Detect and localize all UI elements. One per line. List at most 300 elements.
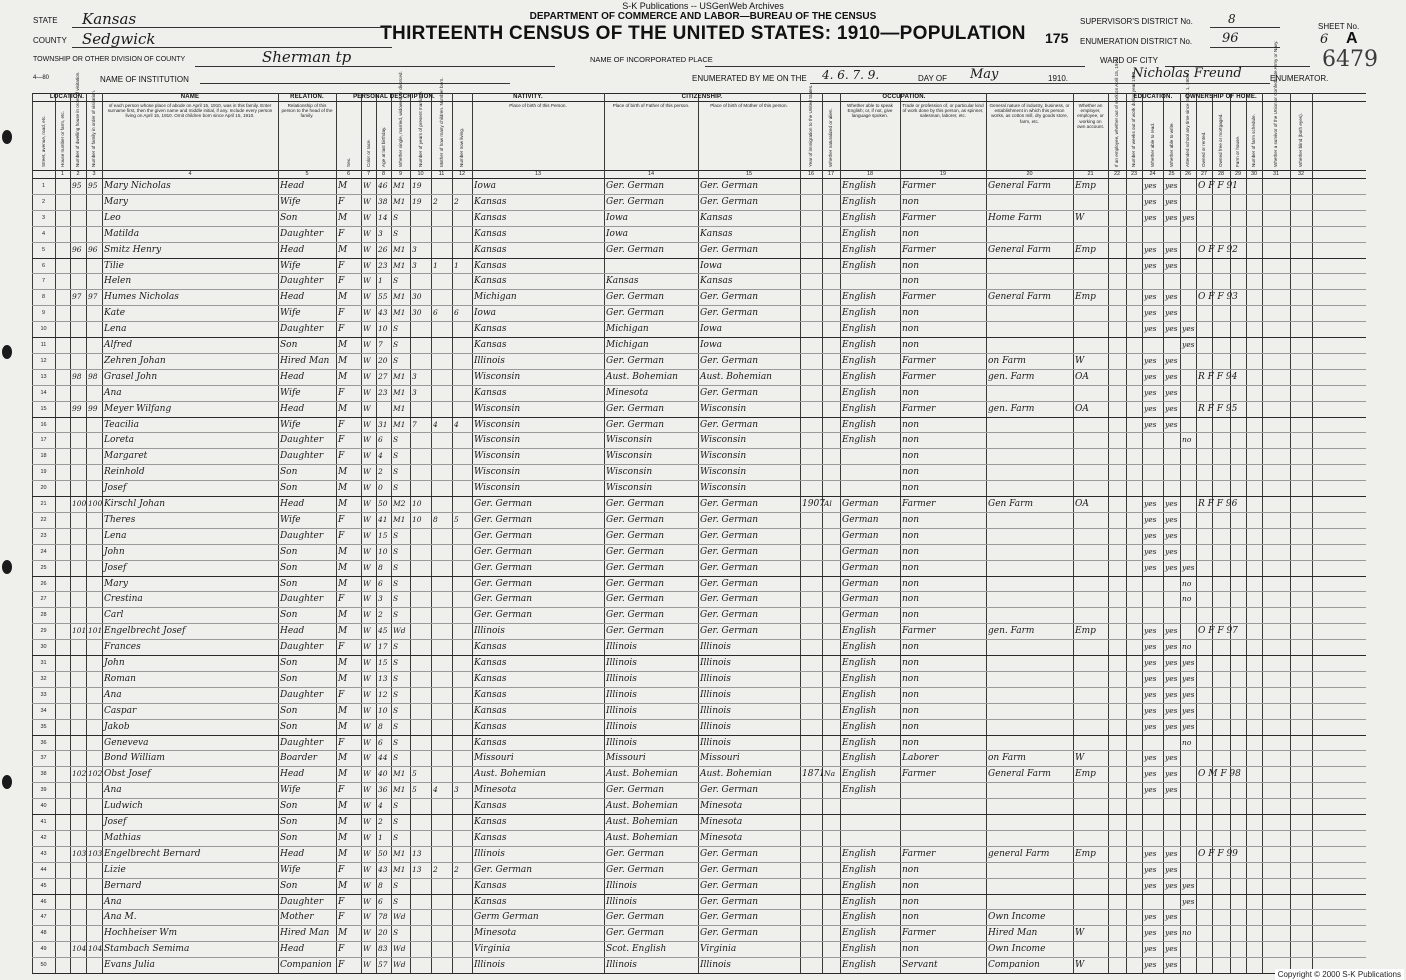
table-industry: gen. Farm [988,403,1035,414]
table-children-living [454,227,471,241]
table-years-married: 3 [412,244,417,254]
form-code: 4—80 [33,75,50,81]
table-birthplace: Minesota [474,928,517,939]
table-race-cell: W [363,960,371,970]
table-attended-school: no [1182,642,1192,652]
table-home-ownership [1198,704,1289,718]
table-age-cell: 6 [378,737,383,747]
table-family-number [88,561,101,575]
table-birthplace: Ger. German [474,578,533,589]
table-children-living [454,910,471,924]
table-industry [988,259,1072,273]
table-children-living [454,624,471,638]
table-family-number [88,211,101,225]
table-mother-birthplace: Ger. German [700,912,759,923]
table-home-ownership [1198,672,1289,686]
table-race-cell: W [363,340,371,349]
table-birthplace: Wisconsin [474,371,521,382]
table-trade: non [902,721,920,732]
table-birthplace: Kansas [474,689,507,700]
table-home-ownership: O F F 93 [1198,292,1238,303]
table-father-birthplace: Kansas [606,276,639,287]
table-naturalization [824,799,839,813]
table-person-name: Engelbrecht Bernard [104,848,201,859]
table-family-number [88,513,101,527]
table-mother-birthplace: Illinois [700,960,731,971]
table-can-write: yes [1165,260,1178,270]
table-home-ownership [1198,561,1289,575]
table-family-number [88,577,101,591]
table-dwelling-number [72,433,85,447]
table-race-cell: W [363,896,371,906]
table-family-number [88,831,101,845]
table-attended-school [1182,863,1195,877]
table-person-name: Loreta [104,435,135,446]
table-sex-cell: M [338,483,348,494]
table-age-cell: 6 [378,435,383,445]
table-industry [988,386,1072,400]
table-employment-class: Emp [1075,244,1096,255]
table-industry [988,895,1072,909]
table-sex-cell: F [338,260,345,271]
table-sex-cell: F [338,896,345,907]
table-age-cell: 43 [378,864,388,874]
table-trade [902,799,985,813]
table-home-ownership [1198,513,1289,527]
table-can-read [1144,895,1162,909]
table-children-born [433,751,451,765]
table-can-write: yes [1165,403,1178,413]
table-children-living: 3 [454,785,459,795]
table-marital-status: S [393,896,399,906]
table-mother-birthplace: Illinois [700,737,731,748]
table-mother-birthplace: Minesota [700,817,743,827]
table-can-write: yes [1165,944,1178,954]
table-immigration-year [802,608,821,622]
table-trade: non [902,324,920,335]
table-children-living [454,211,471,225]
table-dwelling-number [72,513,85,527]
table-row-number: 28 [40,612,47,619]
table-marital-status: M2 [393,499,406,508]
table-mother-birthplace: Ger. German [700,562,759,573]
table-race-cell: W [363,832,371,842]
table-age-cell: 20 [378,355,388,365]
table-father-birthplace: Ger. German [606,355,665,366]
table-trade: Laborer [902,753,939,764]
table-sex-cell: F [338,196,345,207]
table-relation-cell: Head [280,181,305,191]
table-home-ownership [1198,529,1289,543]
table-dwelling-number: 104 [72,944,87,954]
table-children-born [433,545,451,559]
table-immigration-year [802,926,821,940]
table-dwelling-number: 96 [72,244,82,254]
table-years-married [412,608,430,622]
table-children-born [433,497,451,511]
column-caption: Number of years of present marriage. [417,90,423,167]
table-children-born [433,815,451,829]
table-relation-cell: Companion [280,960,332,971]
table-naturalization [824,243,839,257]
table-marital-status: M1 [393,848,406,858]
table-naturalization [824,370,839,384]
column-number: 23 [1130,171,1138,177]
table-immigration-year [802,783,821,797]
table-language: English [842,658,877,668]
table-children-born [433,910,451,924]
table-mother-birthplace: Ger. German [700,594,759,605]
table-attended-school: no [1182,578,1192,588]
column-number: 32 [1297,171,1305,177]
table-birthplace: Kansas [474,880,507,891]
table-family-number [88,640,101,654]
table-attended-school [1182,259,1195,273]
table-father-birthplace: Ger. German [606,928,665,939]
group-heading: NAME [180,94,200,100]
table-marital-status: S [393,546,399,556]
table-children-born [433,736,451,750]
table-family-number [88,672,101,686]
table-family-number [88,910,101,924]
table-immigration-year [802,640,821,654]
table-can-write [1165,433,1179,447]
table-mother-birthplace: Ger. German [700,355,759,366]
table-age-cell: 78 [378,912,388,922]
table-dwelling-number [72,783,85,797]
table-naturalization [824,831,839,845]
table-children-living: 2 [454,196,459,206]
table-dwelling-number [72,958,85,972]
table-row-number: 38 [40,771,47,778]
table-sex-cell: M [338,578,348,589]
table-age-cell: 23 [378,260,388,270]
table-can-read: yes [1144,912,1157,922]
table-age-cell: 3 [378,594,383,604]
table-years-married [412,274,430,288]
table-industry [988,529,1072,543]
table-years-married: 30 [412,308,422,318]
table-person-name: Josef [104,817,127,827]
table-mother-birthplace: Wisconsin [700,451,747,462]
table-marital-status: S [393,801,399,811]
table-attended-school [1182,624,1195,638]
table-naturalization [824,211,839,225]
table-can-read [1144,608,1162,622]
column-number: 21 [1087,171,1094,177]
table-naturalization [824,926,839,940]
table-birthplace: Missouri [474,753,514,764]
column-caption: Place of birth of this Person. [509,103,567,108]
table-mother-birthplace: Minesota [700,801,743,812]
table-can-read: yes [1144,960,1157,970]
table-industry [988,465,1072,479]
table-attended-school [1182,418,1195,432]
table-naturalization [824,863,839,877]
table-children-living [454,338,471,352]
table-language: English [842,721,877,732]
table-mother-birthplace: Ger. German [700,626,759,637]
table-marital-status: S [393,324,399,334]
table-person-name: Geneveva [104,737,149,748]
table-industry: General Farm [988,244,1051,255]
table-immigration-year [802,720,821,734]
table-years-married [412,688,430,702]
table-row-number: 3 [41,214,46,221]
table-home-ownership [1198,799,1289,813]
table-sex-cell: F [338,419,345,430]
table-employment-class [1075,386,1107,400]
table-immigration-year [802,577,821,591]
table-father-birthplace: Ger. German [606,785,665,796]
table-home-ownership [1198,195,1289,209]
table-person-name: Caspar [104,705,137,716]
table-children-living [454,847,471,861]
table-language [842,465,899,479]
table-race-cell: W [363,387,371,397]
table-attended-school [1182,449,1195,463]
table-years-married: 7 [412,419,417,429]
table-relation-cell: Boarder [280,753,318,764]
table-employment-class [1075,783,1107,797]
table-trade: non [902,451,920,462]
table-employment-class [1075,545,1107,559]
table-father-birthplace: Ger. German [606,292,665,303]
table-birthplace: Kansas [474,673,507,684]
table-children-born [433,767,451,781]
table-father-birthplace: Illinois [606,658,637,668]
table-home-ownership [1198,926,1289,940]
table-sex-cell: M [338,721,348,732]
table-family-number [88,926,101,940]
table-can-read: yes [1144,212,1157,222]
table-can-write: yes [1165,912,1178,922]
column-number: 7 [366,171,371,177]
table-marital-status: S [393,435,399,445]
table-mother-birthplace: Wisconsin [700,435,747,446]
table-employment-class [1075,879,1107,893]
table-attended-school [1182,513,1195,527]
table-attended-school [1182,386,1195,400]
table-race-cell: W [363,181,371,190]
table-family-number [88,306,101,320]
table-can-read [1144,338,1162,352]
table-children-born [433,290,451,304]
table-naturalization [824,481,839,495]
table-can-read [1144,799,1162,813]
table-can-write: yes [1165,196,1178,206]
table-family-number: 97 [88,292,98,302]
table-industry [988,879,1072,893]
table-marital-status: M1 [393,769,406,779]
table-years-married: 10 [412,514,422,524]
table-father-birthplace: Ger. German [606,244,665,255]
table-trade: non [902,228,920,239]
enumerator-label: ENUMERATOR. [1270,74,1329,83]
table-years-married [412,751,430,765]
table-naturalization [824,322,839,336]
table-dwelling-number: 100 [72,499,87,508]
table-dwelling-number [72,815,85,829]
table-father-birthplace: Aust. Bohemian [606,371,678,382]
table-father-birthplace: Ger. German [606,848,665,859]
table-immigration-year [802,195,821,209]
table-home-ownership [1198,831,1289,845]
table-relation-cell: Wife [280,785,301,796]
table-family-number [88,529,101,543]
table-father-birthplace: Scot. English [606,944,667,955]
table-dwelling-number [72,545,85,559]
table-employment-class [1075,195,1107,209]
table-father-birthplace: Ger. German [606,546,665,557]
table-family-number [88,195,101,209]
table-relation-cell: Head [280,403,305,414]
column-caption: Whether a survivor of the Union or Confederate Army or Navy. [1273,40,1278,167]
column-number: 8 [381,171,386,177]
table-employment-class: W [1075,928,1085,939]
table-attended-school: yes [1182,658,1195,667]
stamp-number: 6479 [1322,47,1378,72]
table-dwelling-number: 95 [72,181,82,190]
table-person-name: Grasel John [104,371,158,382]
table-sex-cell: M [338,355,348,366]
column-number: 19 [939,171,947,177]
table-employment-class: Emp [1075,626,1096,637]
table-marital-status: M1 [393,371,406,381]
table-race-cell: W [363,689,371,699]
table-attended-school: yes [1182,562,1195,572]
table-years-married [412,481,430,495]
table-years-married: 3 [412,387,417,397]
table-children-born [433,386,451,400]
table-naturalization: Al [824,499,832,508]
table-relation-cell: Son [280,562,298,573]
table-dwelling-number [72,751,85,765]
table-dwelling-number [72,274,85,288]
table-can-read: yes [1144,658,1157,667]
table-employment-class [1075,863,1107,877]
table-home-ownership: O M F 98 [1198,769,1241,780]
table-family-number [88,895,101,909]
table-naturalization [824,592,839,606]
table-age-cell: 8 [378,562,383,572]
table-home-ownership [1198,386,1289,400]
table-age-cell: 8 [378,721,383,731]
table-race-cell: W [363,912,371,922]
table-age-cell: 20 [378,928,388,938]
table-home-ownership [1198,306,1289,320]
table-mother-birthplace: Kansas [700,276,733,287]
table-father-birthplace: Wisconsin [606,435,653,446]
table-children-living [454,879,471,893]
table-relation-cell: Wife [280,387,301,398]
table-person-name: Obst Josef [104,769,151,780]
table-marital-status: S [393,642,399,652]
table-home-ownership [1198,720,1289,734]
table-language [842,481,899,495]
table-person-name: Roman [104,673,136,684]
table-person-name: Ludwich [104,801,143,812]
table-person-name: Ana [104,689,122,700]
table-trade [902,815,985,829]
table-relation-cell: Daughter [280,435,324,446]
table-relation-cell: Wife [280,864,301,875]
table-sex-cell: F [338,642,345,653]
table-children-living [454,290,471,304]
table-industry [988,815,1072,829]
table-age-cell: 1 [378,276,383,286]
table-person-name: Ana [104,387,122,398]
table-row-number: 14 [40,389,47,396]
table-immigration-year [802,751,821,765]
table-race-cell: W [363,864,371,874]
table-relation-cell: Son [280,610,298,621]
table-industry [988,577,1072,591]
table-dwelling-number [72,608,85,622]
table-language: English [842,769,877,780]
table-can-read [1144,592,1162,606]
table-birthplace: Illinois [474,626,505,637]
table-row-number: 30 [40,644,47,651]
table-home-ownership [1198,449,1289,463]
table-language: German [842,562,879,573]
table-father-birthplace [606,259,697,273]
table-attended-school [1182,529,1195,543]
table-children-born [433,433,451,447]
table-age-cell: 15 [378,658,388,667]
table-children-living [454,577,471,591]
table-race-cell: W [363,658,371,667]
table-race-cell: W [363,403,371,413]
table-immigration-year [802,354,821,368]
table-dwelling-number: 99 [72,403,82,413]
table-sex-cell: M [338,546,348,557]
table-mother-birthplace: Ger. German [700,244,759,255]
table-relation-cell: Son [280,721,298,732]
table-language: English [842,960,877,971]
township-value: Sherman tp [262,48,352,66]
table-attended-school: yes [1182,340,1195,349]
table-attended-school [1182,274,1195,288]
table-naturalization [824,577,839,591]
table-sex-cell: F [338,514,345,525]
table-can-read: yes [1144,387,1157,397]
table-can-read [1144,577,1162,591]
column-number: 18 [866,171,874,177]
table-language: English [842,848,877,859]
table-age-cell: 0 [378,483,383,493]
table-children-born [433,402,451,416]
table-trade: non [902,530,920,541]
table-race-cell: W [363,212,371,222]
group-heading: PERSONAL DESCRIPTION. [353,94,435,100]
table-children-living [454,545,471,559]
table-children-living [454,958,471,972]
table-industry [988,863,1072,877]
table-children-living [454,179,471,193]
table-immigration-year [802,290,821,304]
table-sex-cell: M [338,562,348,573]
table-can-write: yes [1165,626,1178,636]
table-industry [988,418,1072,432]
table-father-birthplace: Wisconsin [606,483,653,494]
table-sex-cell: M [338,340,348,350]
table-age-cell: 45 [378,626,388,636]
table-language: English [842,673,877,684]
table-birthplace: Wisconsin [474,451,521,462]
table-row-number: 43 [40,850,47,857]
table-language: English [842,642,877,653]
